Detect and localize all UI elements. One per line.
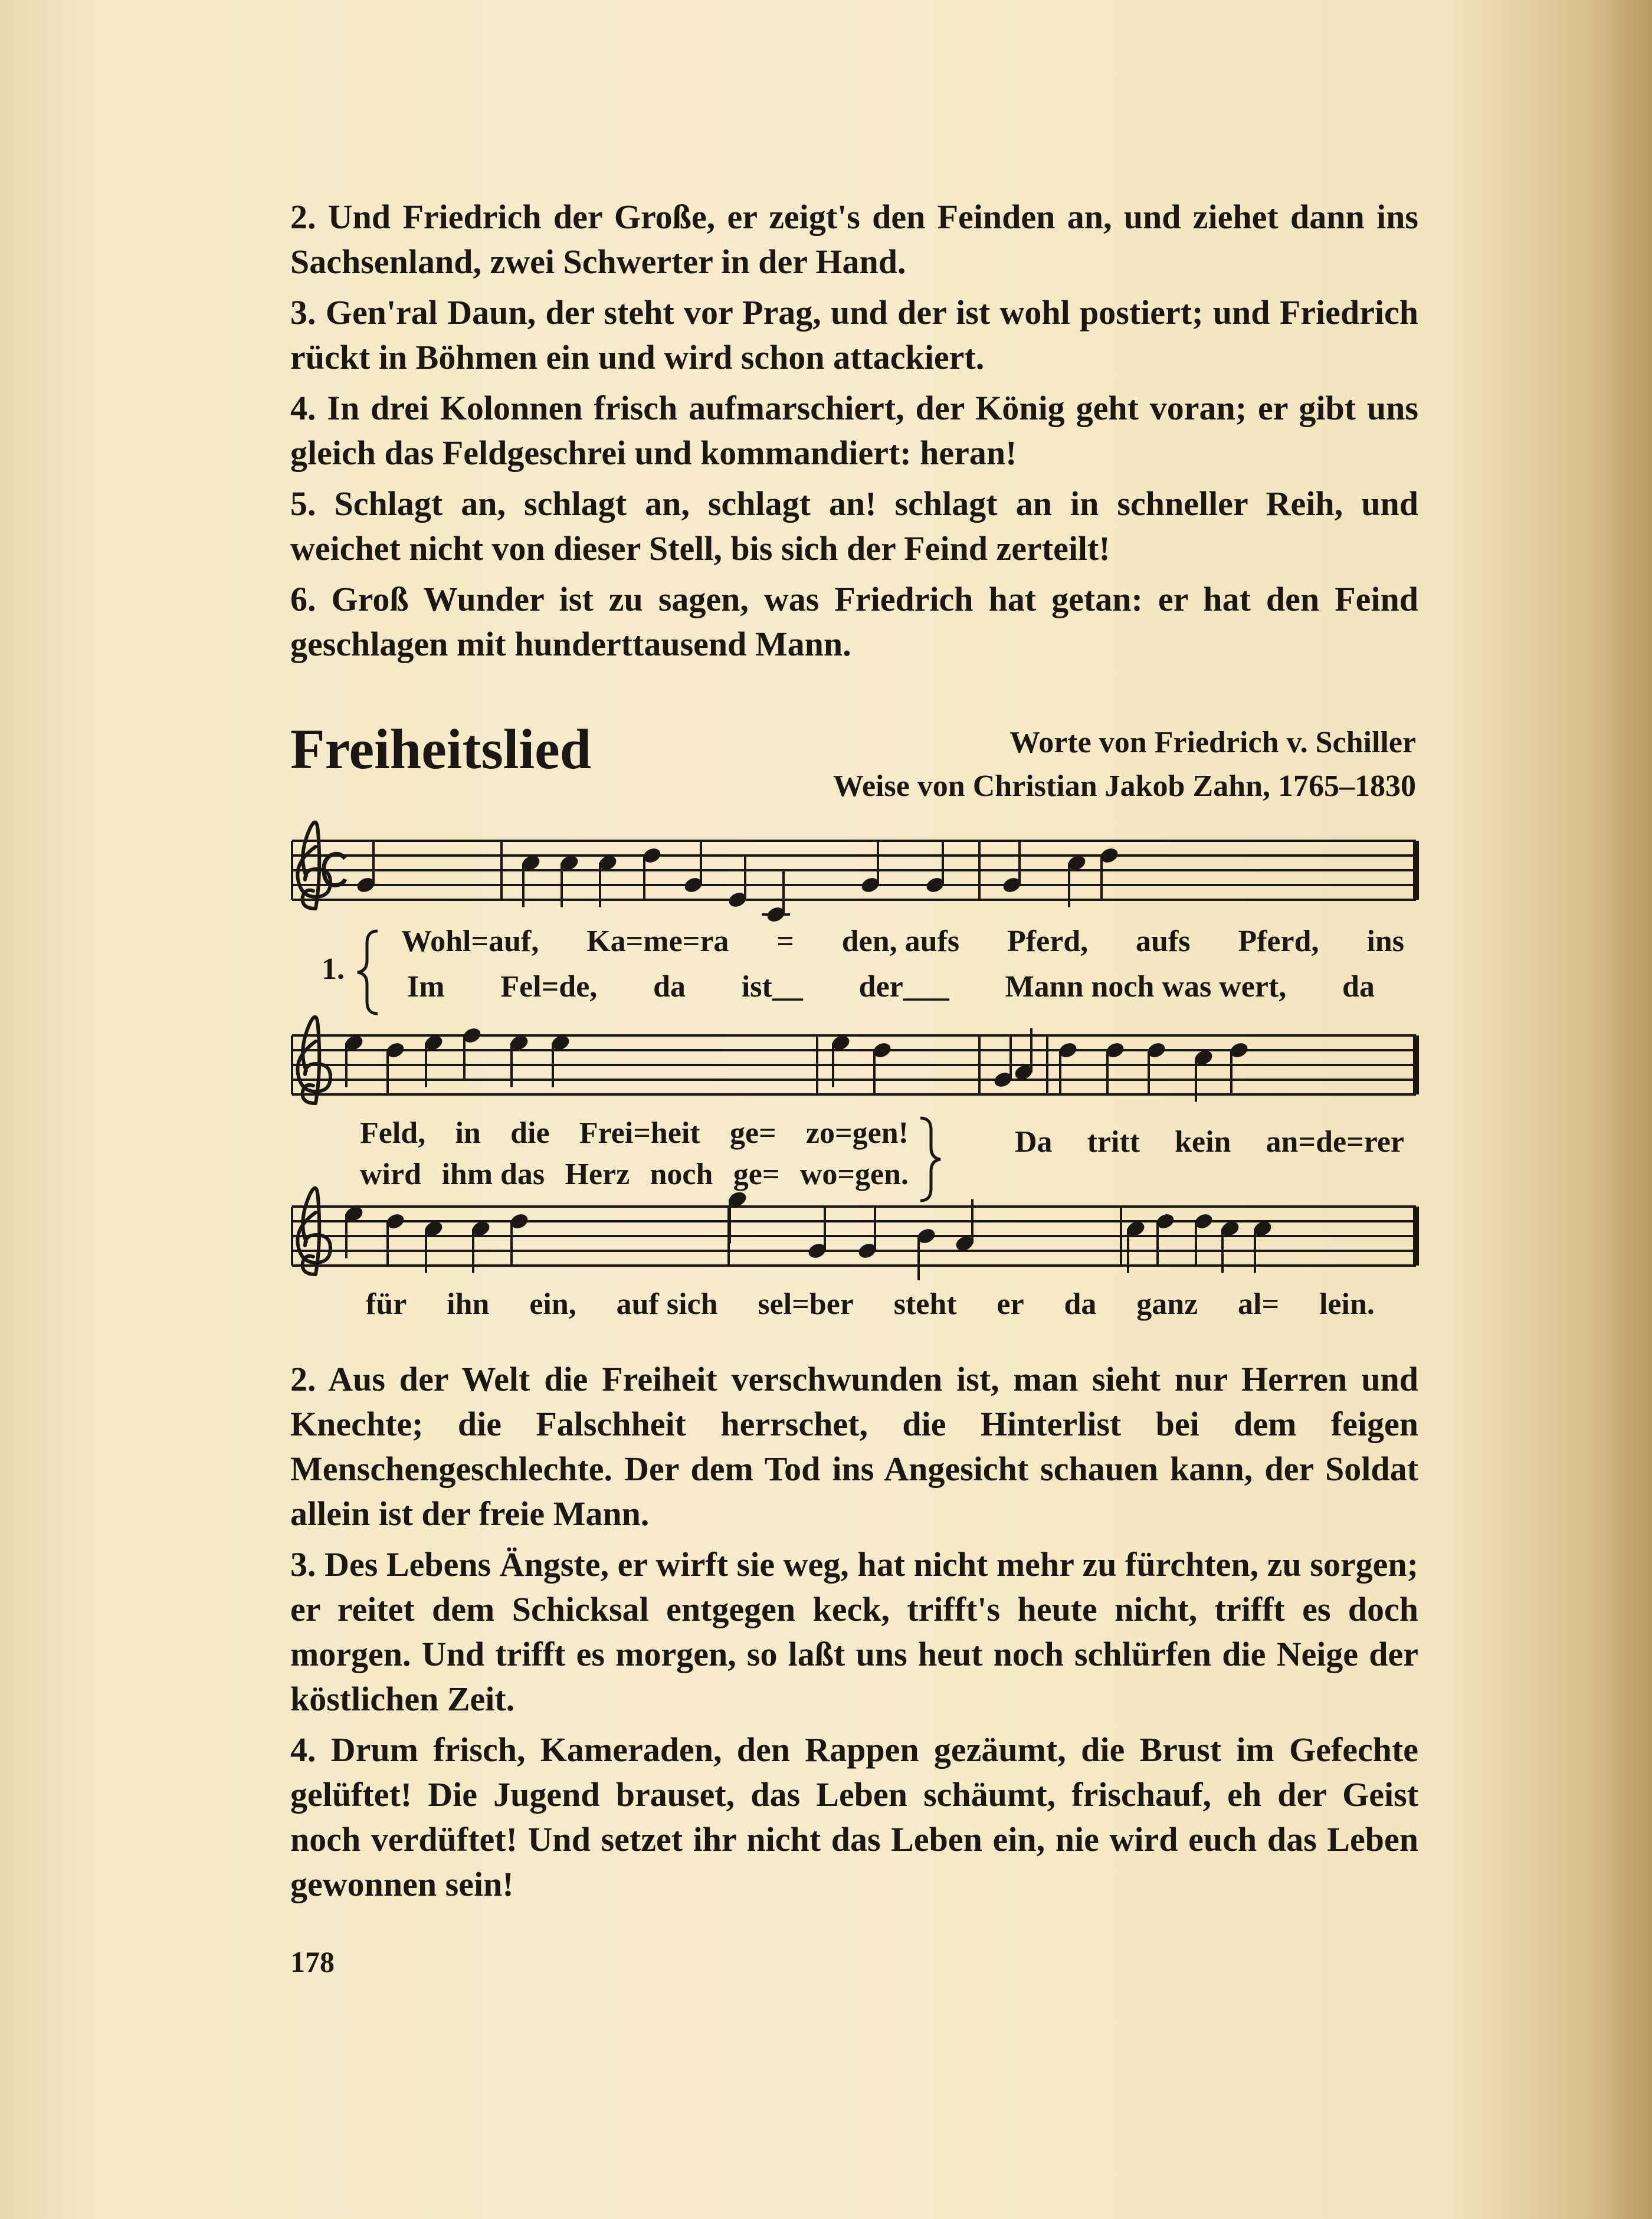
lyric-syllable: den, aufs: [841, 925, 960, 958]
lyric-syllable: ihm das: [441, 1158, 545, 1191]
brace-icon: [920, 1118, 940, 1201]
lyric-syllable: Pferd,: [1238, 925, 1319, 958]
lyric-syllable: da: [1342, 970, 1375, 1004]
lyric-syllable: wird: [360, 1158, 421, 1191]
lyric-syllable: sel=ber: [758, 1287, 854, 1321]
lyric-syllable: für: [366, 1287, 407, 1321]
lyric-syllable: steht: [893, 1287, 957, 1321]
verse: 5. Schlagt an, schlagt an, schlagt an! schlagt an in schneller Reih, und weichet nicht von dieser Stell, bis sich der Feind zerteilt!: [290, 484, 1418, 568]
lyric-syllable: ein,: [529, 1287, 576, 1321]
lyric-syllable: da: [653, 970, 686, 1004]
lyric-syllable: Im: [407, 970, 445, 1004]
lyrics-line-3: [366, 1286, 1375, 1323]
words-credit: Worte von Friedrich v. Schiller: [1009, 726, 1416, 759]
lyric-syllable: Wohl=auf,: [401, 925, 539, 958]
treble-clef-icon: [297, 1017, 330, 1103]
lyric-syllable: Da: [1015, 1125, 1053, 1159]
verse-number: 1.: [322, 952, 345, 986]
verse: 3. Des Lebens Ängste, er wirft sie weg, hat nicht mehr zu fürchten, zu sorgen; er reitet dem Schicksal entgegen keck, trifft's heute nicht, trifft es doch morgen. Und trifft es morgen, so laßt uns heut noch schlürfen die Neige der köstlichen Zeit.: [290, 1545, 1418, 1718]
page-number: 178: [290, 1945, 335, 1978]
lyric-syllable: an=de=rer: [1266, 1125, 1404, 1159]
lyric-syllable: aufs: [1136, 925, 1191, 958]
lyric-syllable: noch: [650, 1158, 713, 1191]
melody-credit: Weise von Christian Jakob Zahn, 1765–1830: [832, 769, 1416, 803]
lyric-syllable: da: [1064, 1287, 1097, 1321]
lyric-syllable: er: [997, 1287, 1024, 1321]
lyric-syllable: ganz: [1136, 1287, 1198, 1321]
brace-icon: [358, 931, 378, 1014]
verse: 6. Groß Wunder ist zu sagen, was Friedrich hat getan: er hat den Feind geschlagen mit hunderttausend Mann.: [290, 580, 1418, 663]
lyric-syllable: lein.: [1319, 1287, 1375, 1321]
lyric-syllable: ge=: [729, 1116, 776, 1150]
lyric-syllable: Herz: [565, 1158, 630, 1191]
song-title: Freiheitslied: [290, 717, 592, 781]
lyrics-line-2a: [360, 1115, 909, 1152]
lyric-syllable: =: [776, 925, 794, 958]
lyric-syllable: Frei=heit: [579, 1116, 700, 1150]
lyric-syllable: Pferd,: [1007, 925, 1089, 958]
lyric-syllable: ist__: [741, 970, 803, 1004]
verse: 2. Aus der Welt die Freiheit verschwunden ist, man sieht nur Herren und Knechte; die Falschheit herrschet, die Hinterlist bei dem feigen Menschengeschlechte. Der dem Tod ins Angesicht schauen kann, der Soldat allein ist der freie Mann.: [290, 1360, 1418, 1533]
lyric-syllable: Feld,: [360, 1116, 426, 1150]
lyric-syllable: Fel=de,: [500, 970, 598, 1004]
lyric-syllable: al=: [1238, 1287, 1280, 1321]
lyric-syllable: die: [510, 1116, 550, 1150]
lyrics-line-1b: [407, 969, 1375, 1005]
song-verses: [290, 1357, 1418, 1913]
lyric-syllable: Mann noch was wert,: [1005, 970, 1287, 1004]
lyric-syllable: Ka=me=ra: [586, 925, 729, 958]
lyric-syllable: der___: [858, 970, 949, 1004]
treble-clef-icon: [297, 1188, 330, 1274]
lyric-syllable: ge=: [733, 1158, 780, 1191]
verse: 2. Und Friedrich der Große, er zeigt's den Feinden an, und ziehet dann ins Sachsenland, zwei Schwerter in der Hand.: [290, 198, 1418, 281]
lyric-syllable: tritt: [1087, 1125, 1140, 1159]
lyrics-refrain-start: [1015, 1124, 1404, 1161]
lyric-syllable: wo=gen.: [799, 1158, 909, 1191]
lyrics-line-2b: [360, 1156, 909, 1193]
lyric-syllable: zo=gen!: [805, 1116, 909, 1150]
verse: 4. Drum frisch, Kameraden, den Rappen gezäumt, die Brust im Gefechte gelüftet! Die Jugend brauset, das Leben schäumt, frischauf, eh der Geist noch verdüftet! Und setzet ihr nicht das Leben ein, nie wird euch das Leben gewonnen sein!: [290, 1730, 1418, 1903]
lyric-syllable: ihn: [447, 1287, 490, 1321]
verse: 3. Gen'ral Daun, der steht vor Prag, und der ist wohl postiert; und Friedrich rückt in Böhmen ein und wird schon attackiert.: [290, 293, 1418, 376]
lyrics-line-1a: [401, 923, 1404, 960]
lyric-syllable: in: [455, 1116, 481, 1150]
lyric-syllable: ins: [1366, 925, 1404, 958]
lyric-syllable: auf sich: [616, 1287, 718, 1321]
verse: 4. In drei Kolonnen frisch aufmarschiert, der König geht voran; er gibt uns gleich das Feldgeschrei und kommandiert: heran!: [290, 389, 1418, 472]
lyric-syllable: kein: [1175, 1125, 1231, 1159]
